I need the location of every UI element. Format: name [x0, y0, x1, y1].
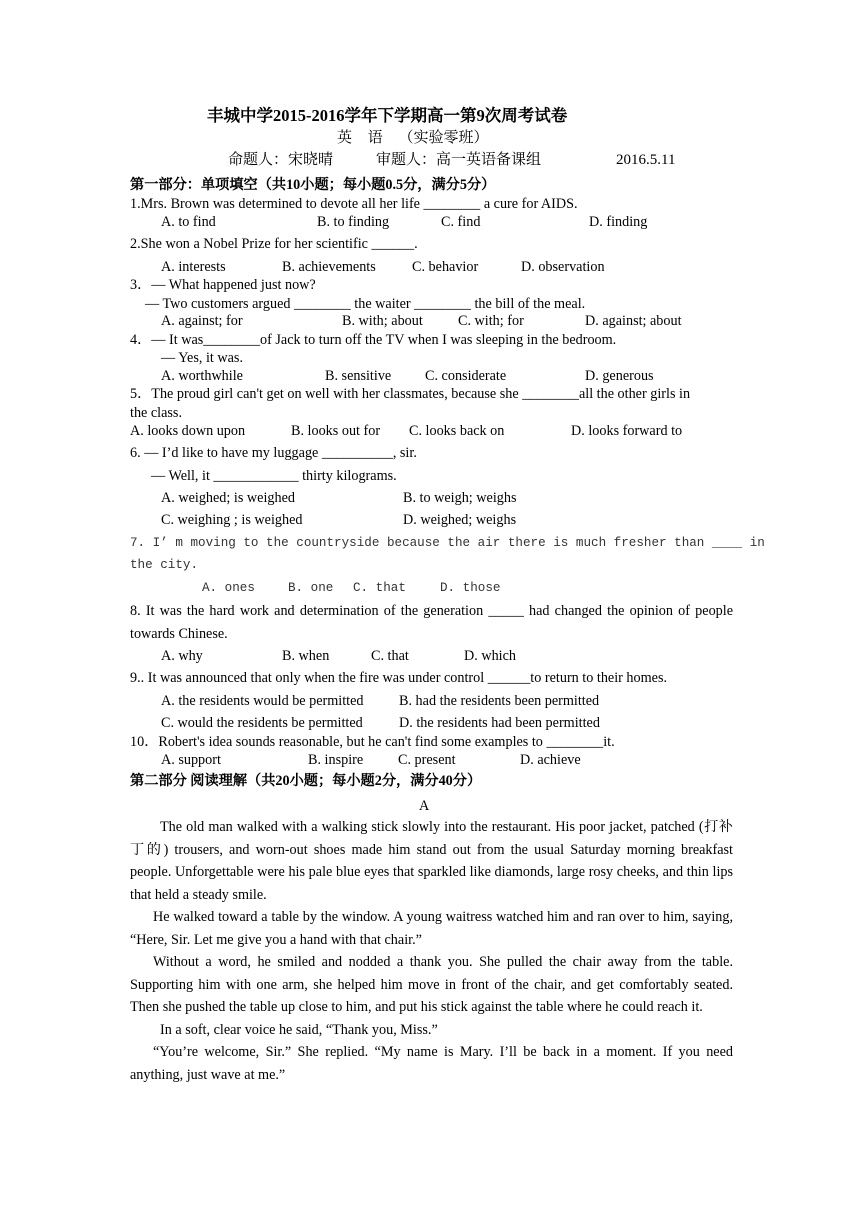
q4-option-a: A. worthwhile: [161, 368, 243, 384]
q5-stem-2: the class.: [130, 405, 183, 421]
q7-option-b: B. one: [288, 581, 334, 595]
q6-option-b: B. to weigh; weighs: [403, 490, 517, 506]
q9-option-c: C. would the residents be permitted: [161, 715, 363, 731]
setter: 命题人：宋晓晴: [228, 152, 334, 168]
q5-option-c: C. looks back on: [409, 423, 505, 439]
q4-stem-2: — Yes, it was.: [161, 350, 243, 366]
q6-option-d: D. weighed; weighs: [403, 512, 517, 528]
q7-stem-2: the city.: [130, 558, 199, 572]
q9-stem: 9.. It was announced that only when the fire was under control ______to return to their homes.: [130, 670, 668, 686]
q2-option-a: A. interests: [161, 259, 226, 275]
q10-stem: 10．Robert's idea sounds reasonable, but he can't find some examples to ________it.: [130, 734, 615, 750]
q1-option-b: B. to finding: [317, 214, 390, 230]
passage-label: A: [419, 798, 430, 814]
paragraph-1: The old man walked with a walking stick slowly into the restaurant. His poor jacket, patched (打补丁的) trousers, and worn-out shoes made him stand out from the usual Saturday morning breakfast people. Unforgettable were his pale blue eyes that sparkled like diamonds, large rosy cheeks, and thin lips that held a steady smile.: [130, 819, 733, 903]
q10-option-d: D. achieve: [520, 752, 581, 768]
paragraph-4: In a soft, clear voice he said, “Thank you, Miss.”: [160, 1021, 438, 1038]
exam-title: 丰城中学2015-2016学年下学期高一第9次周考试卷: [207, 106, 568, 125]
q9-option-a: A. the residents would be permitted: [161, 693, 364, 709]
part2-heading: 第二部分 阅读理解（共20小题；每小题2分，满分40分）: [130, 773, 482, 789]
q8-option-c: C. that: [371, 648, 409, 664]
paragraph-2: He walked toward a table by the window. A young waitress watched him and ran over to him, saying, “Here, Sir. Let me give you a hand with that chair.”: [130, 909, 733, 948]
q2-option-d: D. observation: [521, 259, 605, 275]
q10-option-a: A. support: [161, 752, 221, 768]
q1-option-c: C. find: [441, 214, 481, 230]
passage-body: [130, 816, 733, 1086]
q4-option-c: C. considerate: [425, 368, 507, 384]
q9-option-d: D. the residents had been permitted: [399, 715, 600, 731]
part1-heading: 第一部分：单项填空（共10小题；每小题0.5分，满分5分）: [130, 177, 496, 193]
q4-stem: 4．— It was________of Jack to turn off the TV when I was sleeping in the bedroom.: [130, 332, 617, 348]
q10-option-c: C. present: [398, 752, 456, 768]
q4-option-b: B. sensitive: [325, 368, 392, 384]
q5-option-d: D. looks forward to: [571, 423, 683, 439]
q9-option-b: B. had the residents been permitted: [399, 693, 600, 709]
q2-stem: 2.She won a Nobel Prize for her scientific ______.: [130, 236, 418, 252]
q8-option-a: A. why: [161, 648, 203, 664]
reviewer: 审题人：高一英语备课组: [376, 152, 542, 168]
q7-stem: 7. I’ m moving to the countryside because the air there is much fresher than ____ in: [130, 536, 765, 550]
q5-option-b: B. looks out for: [291, 423, 381, 439]
q3-stem-2: — Two customers argued ________ the waiter ________ the bill of the meal.: [145, 296, 586, 312]
q8-stem: 8. It was the hard work and determination of the generation _____ had changed the opinion of people towards Chinese.: [130, 603, 733, 642]
paragraph-5: “You’re welcome, Sir.” She replied. “My name is Mary. I’ll be back in a moment. If you need anything, just wave at me.”: [130, 1044, 733, 1083]
q3-option-b: B. with; about: [342, 313, 423, 329]
q7-option-a: A. ones: [202, 581, 255, 595]
q6-option-a: A. weighed; is weighed: [161, 490, 295, 506]
q3-option-d: D. against; about: [585, 313, 682, 329]
exam-date: 2016.5.11: [616, 152, 676, 168]
q6-stem-2: — Well, it ____________ thirty kilograms.: [151, 468, 397, 484]
q7-option-c: C. that: [353, 581, 406, 595]
q2-option-c: C. behavior: [412, 259, 479, 275]
q10-option-b: B. inspire: [308, 752, 364, 768]
q4-option-d: D. generous: [585, 368, 654, 384]
q2-option-b: B. achievements: [282, 259, 376, 275]
q1-option-a: A. to find: [161, 214, 216, 230]
q8-option-b: B. when: [282, 648, 330, 664]
q7-option-d: D. those: [440, 581, 501, 595]
q3-stem: 3．— What happened just now?: [130, 277, 316, 293]
q5-option-a: A. looks down upon: [130, 423, 246, 439]
q5-stem: 5．The proud girl can't get on well with her classmates, because she ________all the other girls in: [130, 386, 691, 402]
paragraph-3: Without a word, he smiled and nodded a thank you. She pulled the chair away from the table. Supporting him with one arm, she helped him move in front of the chair, and get comfortably seated. Then she pushed the table up close to him, and put his stick against the table where he could reach it.: [130, 954, 733, 1015]
q1-stem: 1.Mrs. Brown was determined to devote all her life ________ a cure for AIDS.: [130, 196, 578, 212]
q8-option-d: D. which: [464, 648, 517, 664]
q3-option-c: C. with; for: [458, 313, 524, 329]
q3-option-a: A. against; for: [161, 313, 243, 329]
q6-option-c: C. weighing ; is weighed: [161, 512, 303, 528]
subject-line: 英 语 （实验零班）: [337, 130, 489, 146]
q6-stem: 6. — I’d like to have my luggage __________, sir.: [130, 445, 417, 461]
q1-option-d: D. finding: [589, 214, 648, 230]
